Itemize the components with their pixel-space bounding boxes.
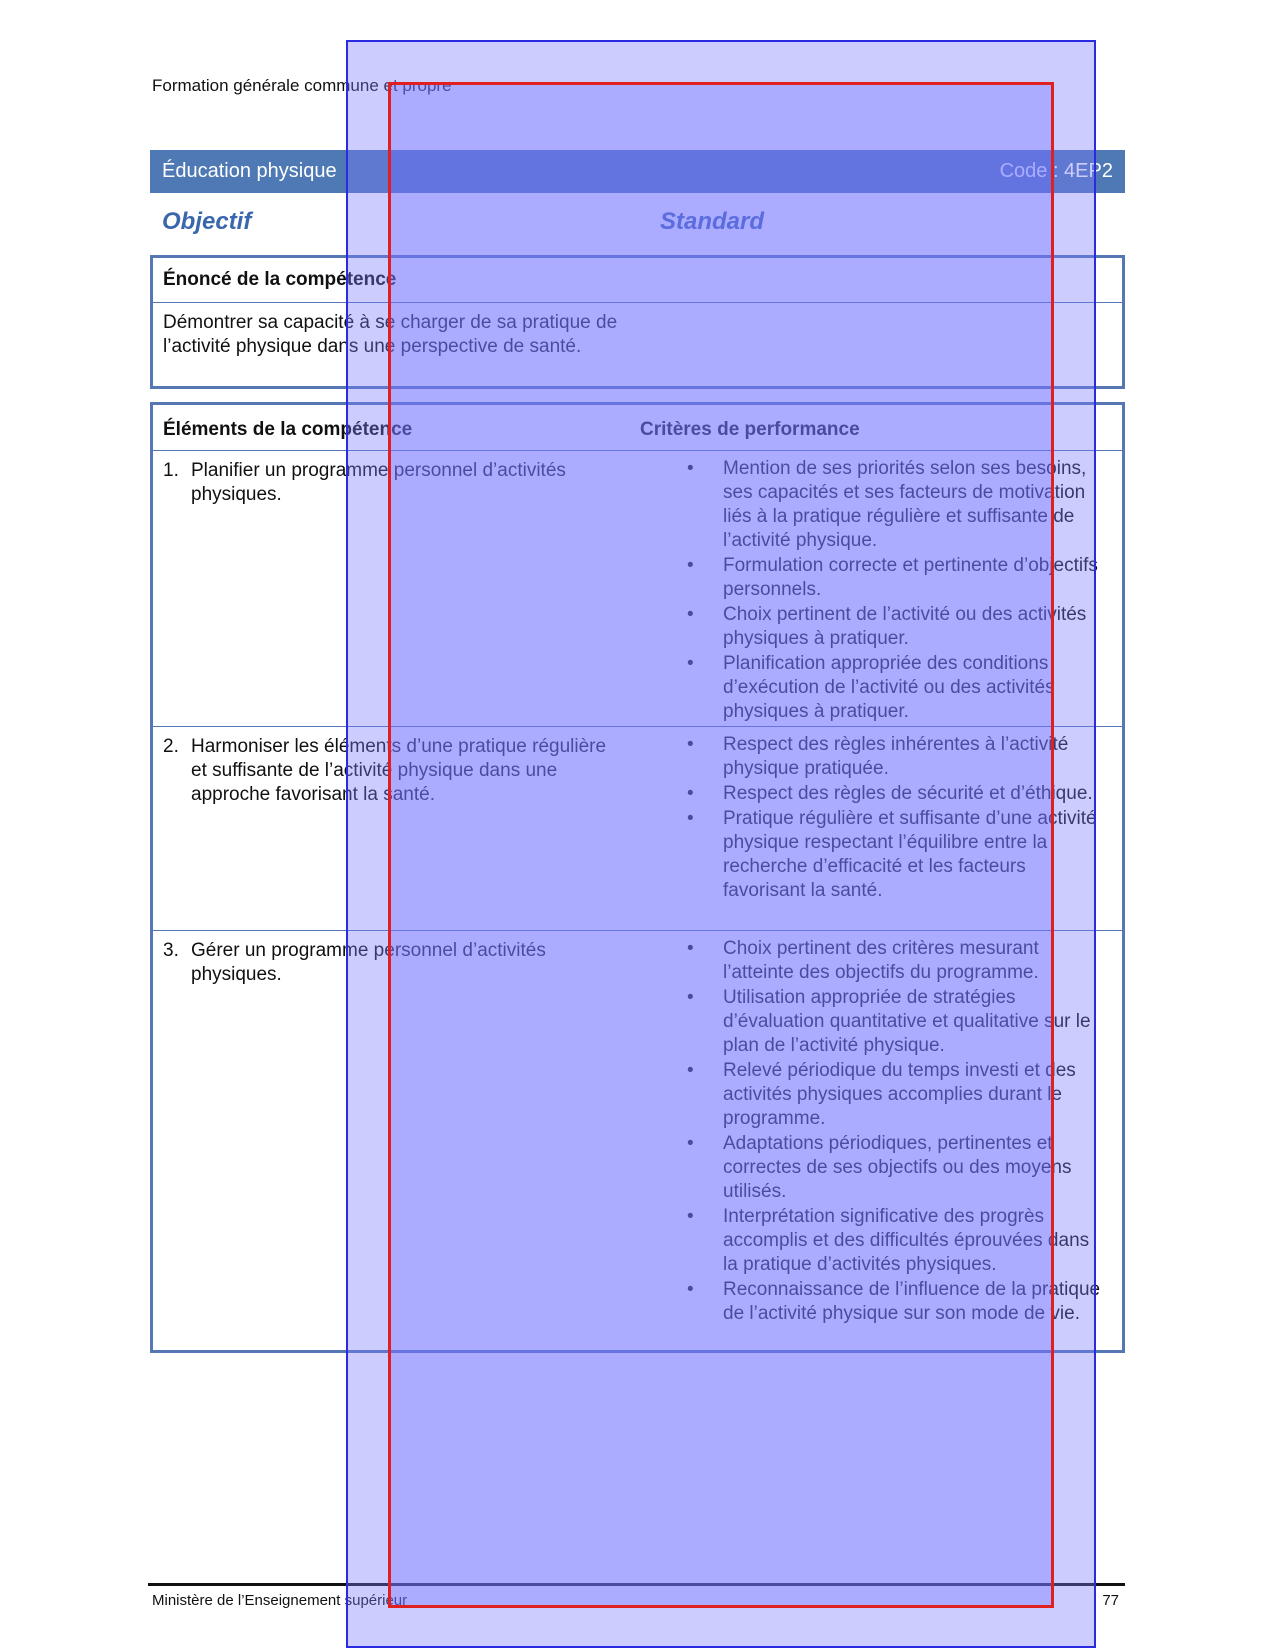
criterion-item: • Pratique régulière et suffisante d’une activité physique respectant l’équilibre entre la recherche d’efficacité et les facteurs favorisant la santé. — [683, 807, 1103, 903]
element-text: Harmoniser les éléments d’une pratique régulière et suffisante de l’activité physique dans une approche favorisant la santé. — [191, 736, 607, 805]
criterion-item: • Planification appropriée des conditions d’exécution de l’activité ou des activités physiques à pratiquer. — [683, 652, 1103, 724]
objective-heading: Objectif — [162, 208, 252, 235]
criterion-item: • Choix pertinent de l’activité ou des activités physiques à pratiquer. — [683, 603, 1103, 651]
col-elements: Éléments de la compétence — [163, 419, 413, 440]
criterion-item: • Reconnaissance de l’influence de la pratique de l’activité physique sur son mode de vie. — [683, 1278, 1103, 1326]
element-number: 1. — [163, 460, 179, 481]
criterion-item: • Adaptations périodiques, pertinentes et correctes de ses objectifs ou des moyens utilisés. — [683, 1132, 1103, 1204]
criterion-item: • Utilisation appropriée de stratégies d’évaluation quantitative et qualitative sur le plan de l’activité physique. — [683, 986, 1103, 1058]
statement-heading-text: Énoncé de la compétence — [163, 269, 397, 290]
course-title: Éducation physique — [162, 160, 337, 182]
course-code: Code : 4EP2 — [999, 160, 1113, 182]
criterion-item: • Mention de ses priorités selon ses besoins, ses capacités et ses facteurs de motivation liés à la pratique régulière et suffisante de l’activité physique. — [683, 457, 1103, 553]
element-text: Gérer un programme personnel d’activités physiques. — [191, 940, 546, 985]
footer-ministry: Ministère de l’Enseignement supérieur — [152, 1592, 408, 1609]
selection-overlay-inner — [388, 82, 1054, 1608]
page-number: 77 — [1102, 1592, 1119, 1609]
statement-text: Démontrer sa capacité à se charger de sa pratique de l’activité physique dans une perspective de santé. — [163, 312, 618, 357]
running-header: Formation générale commune et propre — [152, 76, 452, 95]
element-text: Planifier un programme personnel d’activités physiques. — [191, 460, 566, 505]
criterion-item: • Respect des règles de sécurité et d’éthique. — [683, 782, 1103, 806]
criterion-item: • Choix pertinent des critères mesurant l’atteinte des objectifs du programme. — [683, 937, 1103, 985]
criterion-item: • Relevé périodique du temps investi et des activités physiques accomplies durant le programme. — [683, 1059, 1103, 1131]
standard-heading: Standard — [660, 208, 765, 235]
col-criteria: Critères de performance — [640, 419, 860, 440]
element-number: 3. — [163, 940, 179, 961]
criterion-item: • Formulation correcte et pertinente d’objectifs personnels. — [683, 554, 1103, 602]
criterion-item: • Interprétation significative des progrès accomplis et des difficultés éprouvées dans la pratique d’activités physiques. — [683, 1205, 1103, 1277]
criterion-item: • Respect des règles inhérentes à l’activité physique pratiquée. — [683, 733, 1103, 781]
element-number: 2. — [163, 736, 179, 757]
